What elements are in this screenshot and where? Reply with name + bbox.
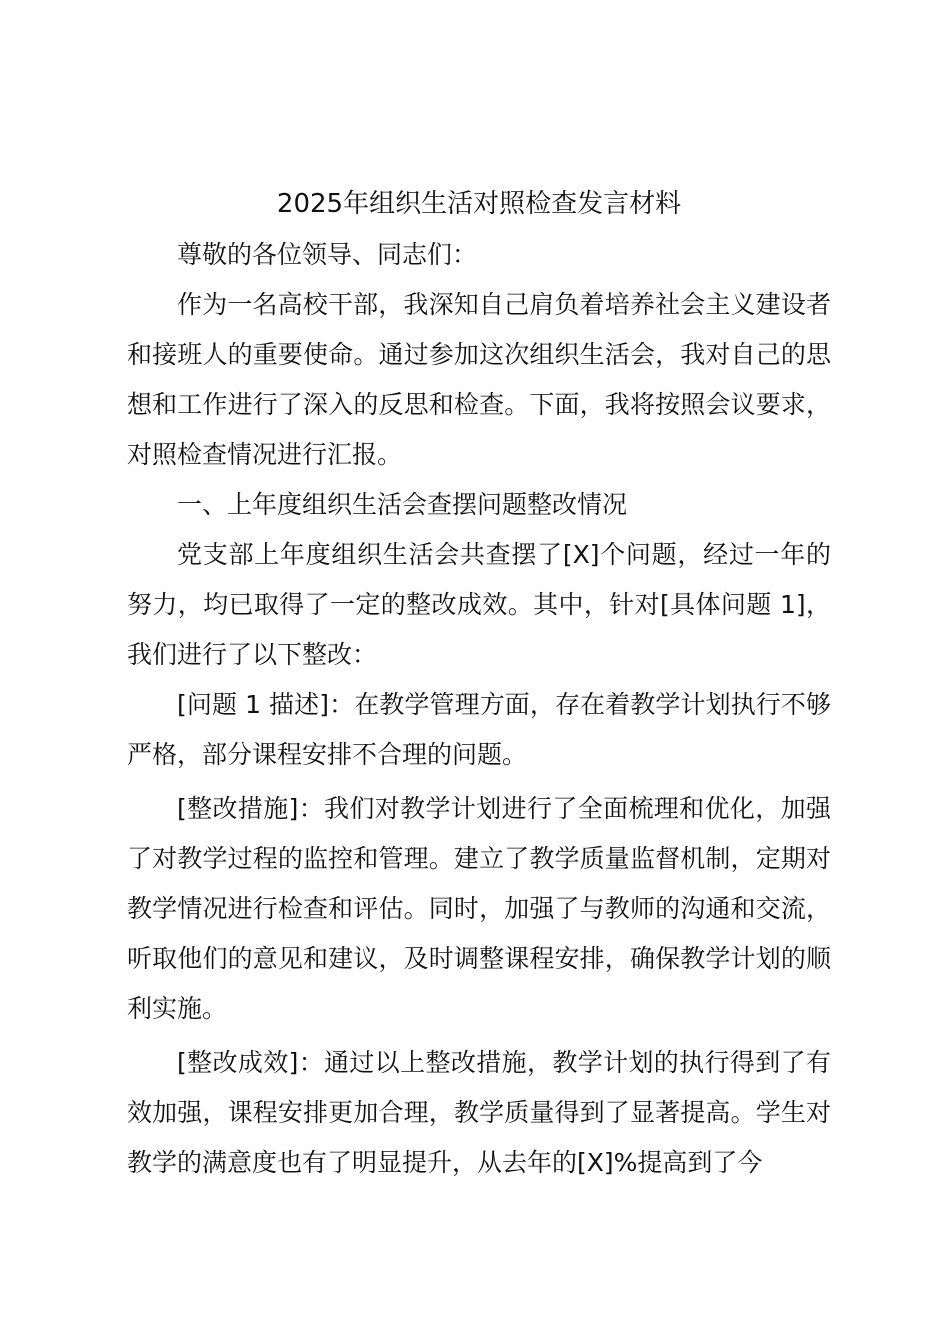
rectification-results-paragraph: [整改成效]：通过以上整改措施，教学计划的执行得到了有效加强，课程安排更加合理，教学质量得到了显著提高。学生对教学的满意度也有了明显提升，从去年的[X]%提高到了今 — [127, 1048, 831, 1177]
section-heading-1: 一、上年度组织生活会查摆问题整改情况 — [177, 490, 628, 519]
problem-summary-paragraph: 党支部上年度组织生活会共查摆了[X]个问题，经过一年的努力，均已取得了一定的整改成效。其中，针对[具体问题 1]，我们进行了以下整改： — [127, 540, 831, 669]
problem-description-paragraph: [问题 1 描述]：在教学管理方面，存在着教学计划执行不够严格，部分课程安排不合理的问题。 — [127, 690, 831, 769]
intro-paragraph: 作为一名高校干部，我深知自己肩负着培养社会主义建设者和接班人的重要使命。通过参加这次组织生活会，我对自己的思想和工作进行了深入的反思和检查。下面，我将按照会议要求，对照检查情况进行汇报。 — [127, 290, 831, 469]
document-title: 2025年组织生活对照检查发言材料 — [276, 189, 682, 219]
document-body — [127, 178, 831, 1188]
rectification-measures-paragraph: [整改措施]：我们对教学计划进行了全面梳理和优化，加强了对教学过程的监控和管理。建立了教学质量监督机制，定期对教学情况进行检查和评估。同时，加强了与教师的沟通和交流，听取他们的意见和建议，及时调整课程安排，确保教学计划的顺利实施。 — [127, 794, 831, 1023]
salutation: 尊敬的各位领导、同志们： — [177, 240, 478, 269]
